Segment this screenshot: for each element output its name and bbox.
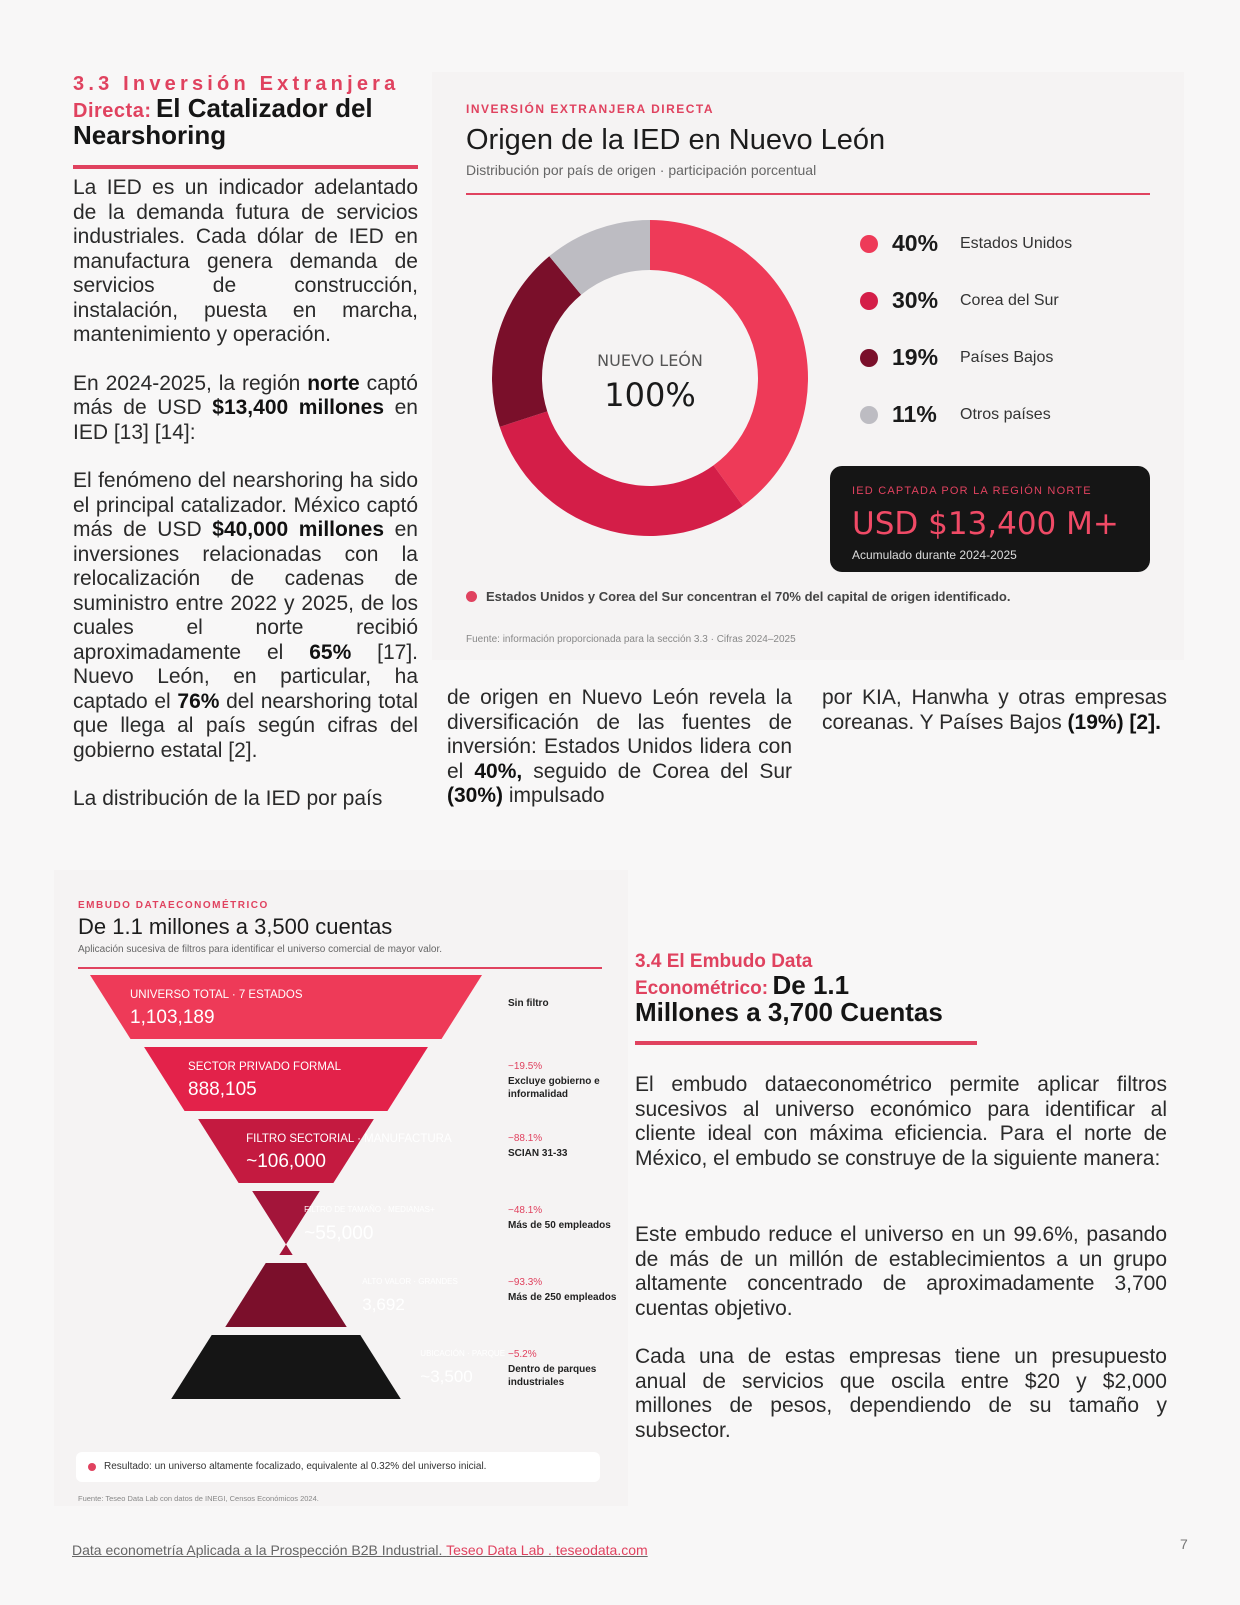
- funnel-stage-label: UBICACIÓN · PARQUE: [420, 1349, 506, 1358]
- section-3-3-body-col3: [822, 686, 1167, 759]
- paragraph: En 2024-2025, la región norte captó más de USD $13,400 millones en IED [13] [14]:: [73, 371, 418, 444]
- funnel-stage-description: Más de 50 empleados: [508, 1220, 611, 1231]
- legend-dot: [860, 406, 878, 424]
- funnel-stage-reduction: −5.2%: [508, 1349, 537, 1360]
- section-label-2: Econométrico:: [635, 977, 769, 999]
- funnel-stage-shape: [54, 1335, 554, 1399]
- section-3-3-heading: [73, 74, 418, 150]
- funnel-stage-shape: [54, 975, 554, 1039]
- donut-slice-corea-del-sur: [500, 411, 743, 536]
- funnel-stage-value: ~3,500: [420, 1367, 473, 1386]
- section-rule: [635, 1041, 977, 1045]
- legend-label: Países Bajos: [960, 348, 1054, 366]
- funnel-stage-value: 888,105: [188, 1079, 257, 1100]
- legend-label: Corea del Sur: [960, 291, 1059, 309]
- chart-note: Estados Unidos y Corea del Sur concentran el 70% del capital de origen identificado.: [486, 589, 1011, 604]
- legend-item: [860, 401, 1051, 428]
- paragraph: El embudo dataeconométrico permite aplicar filtros sucesivos al universo económico para identificar al cliente ideal con máxima eficiencia. Para el norte de México, el embudo se construye de la siguiente manera:: [635, 1073, 1167, 1170]
- chart-source: Fuente: información proporcionada para la sección 3.3 · Cifras 2024–2025: [466, 634, 796, 645]
- footer-url-link[interactable]: teseodata.com: [555, 1542, 648, 1558]
- chart-title: Origen de la IED en Nuevo León: [466, 124, 886, 156]
- legend-item: [860, 287, 1059, 314]
- funnel-title: De 1.1 millones a 3,500 cuentas: [78, 914, 393, 939]
- legend-value: 19%: [892, 344, 939, 370]
- section-title-line2: Nearshoring: [73, 120, 227, 151]
- donut-slice-países-bajos: [492, 256, 581, 427]
- paragraph: Este embudo reduce el universo en un 99.6%, pasando de más de un millón de establecimientos a un grupo altamente concentrado de aproximadamente 3,700 cuentas objetivo.: [635, 1223, 1167, 1320]
- funnel-subtitle: Aplicación sucesiva de filtros para identificar el universo comercial de mayor valor.: [78, 944, 443, 955]
- funnel-stage-value: 1,103,189: [130, 1007, 215, 1028]
- paragraph: El fenómeno del nearshoring ha sido el principal catalizador. México captó más de USD $40,000 millones en inversiones relacionadas con la relocalización de cadenas de suministro entre 2022 y 2025, de los cuales el norte recibió aproximadamente el 65% [17]. Nuevo León, en particular, ha captado el 76% del nearshoring total que llega al país según cifras del gobierno estatal [2].: [73, 469, 418, 762]
- legend-label: Otros países: [960, 405, 1051, 423]
- donut-center-label: NUEVO LEÓN: [597, 351, 703, 370]
- section-3-4-body: [635, 1073, 1167, 1467]
- funnel-stage-description: SCIAN 31-33: [508, 1148, 568, 1159]
- paragraph: por KIA, Hanwha y otras empresas coreanas. Y Países Bajos (19%) [2].: [822, 686, 1167, 734]
- donut-center-value: 100%: [604, 376, 696, 414]
- result-text: Resultado: un universo altamente focalizado, equivalente al 0.32% del universo inicial.: [104, 1461, 487, 1472]
- funnel-stage-description: Sin filtro: [508, 998, 549, 1009]
- legend-value: 11%: [892, 401, 937, 427]
- chart-kicker: INVERSIÓN EXTRANJERA DIRECTA: [466, 102, 715, 116]
- funnel-kicker: EMBUDO DATAECONOMÉTRICO: [78, 900, 269, 911]
- legend-label: Estados Unidos: [960, 234, 1073, 252]
- box-caption: Acumulado durante 2024-2025: [852, 548, 1017, 562]
- section-3-3-body-col2: [447, 686, 792, 833]
- section-label-1: 3.4 El Embudo Data: [635, 951, 813, 972]
- funnel-stage-shape: [54, 1047, 554, 1111]
- ied-total-box: [830, 466, 1150, 572]
- footer: [72, 1542, 648, 1558]
- footer-brand-link[interactable]: Teseo Data Lab .: [446, 1542, 552, 1558]
- funnel-stage-value: ~106,000: [246, 1151, 326, 1172]
- section-title-b: Millones a 3,700 Cuentas: [635, 997, 943, 1028]
- box-kicker: IED CAPTADA POR LA REGIÓN NORTE: [852, 485, 1092, 497]
- funnel-stage-reduction: −88.1%: [508, 1133, 543, 1144]
- result-dot: [88, 1463, 96, 1471]
- section-title-a: De 1.1: [772, 969, 850, 1000]
- funnel-rule: [78, 967, 602, 969]
- funnel-result: [76, 1452, 600, 1482]
- paragraph: Cada una de estas empresas tiene un presupuesto anual de servicios que oscila entre $20 y $2,000 millones de pesos, dependiendo de su tamaño y subsector.: [635, 1345, 1167, 1442]
- funnel-stage-label: FILTRO DE TAMAÑO · MEDIANAS+: [304, 1205, 435, 1214]
- funnel-stage-reduction: −93.3%: [508, 1277, 543, 1288]
- legend-value: 40%: [892, 230, 939, 256]
- note-dot: [466, 591, 477, 602]
- section-rule: [73, 165, 418, 169]
- legend-item: [860, 230, 1072, 257]
- funnel-stage-value: ~55,000: [304, 1223, 374, 1244]
- section-3-4-heading: [635, 952, 1005, 1027]
- section-3-3-body: [73, 176, 418, 836]
- funnel-stage-shape: [54, 1263, 554, 1327]
- section-number-label: 3.3 Inversión Extranjera: [73, 73, 400, 95]
- legend-dot: [860, 349, 878, 367]
- funnel-stage-value: 3,692: [362, 1295, 405, 1314]
- legend-dot: [860, 235, 878, 253]
- chart-subtitle: Distribución por país de origen · participación porcentual: [466, 162, 817, 178]
- paragraph: La distribución de la IED por país: [73, 787, 383, 810]
- funnel-stage-reduction: −48.1%: [508, 1205, 543, 1216]
- section-title-line1: El Catalizador del: [155, 93, 373, 123]
- ied-chart-card: [432, 72, 1184, 660]
- funnel-stage-reduction: −19.5%: [508, 1061, 543, 1072]
- legend-dot: [860, 292, 878, 310]
- funnel-source: Fuente: Teseo Data Lab con datos de INEGI, Censos Económicos 2024.: [78, 1494, 319, 1503]
- box-value: USD $13,400 M+: [852, 506, 1119, 542]
- funnel-stage-label: UNIVERSO TOTAL · 7 ESTADOS: [130, 989, 303, 1001]
- paragraph: La IED es un indicador adelantado de la demanda futura de servicios industriales. Cada dólar de IED en manufactura genera demanda de servicios de construcción, instalación, puesta en marcha, mantenimiento y operación.: [73, 176, 418, 346]
- funnel-stage-label: FILTRO SECTORIAL · MANUFACTURA: [246, 1133, 452, 1145]
- footer-text: Data econometría Aplicada a la Prospección B2B Industrial.: [72, 1542, 443, 1558]
- funnel-stage-label: ALTO VALOR · GRANDES: [362, 1277, 458, 1286]
- chart-rule: [466, 193, 1150, 195]
- funnel-stage-description: Excluye gobierno e informalidad: [508, 1076, 600, 1100]
- paragraph: de origen en Nuevo León revela la diversificación de las fuentes de inversión: Estados Unidos lidera con el 40%, seguido de Corea del Sur (30%) impulsado: [447, 686, 792, 807]
- funnel-stage-description: Más de 250 empleados: [508, 1292, 617, 1303]
- funnel-stage-description: Dentro de parques industriales: [508, 1364, 597, 1388]
- legend-value: 30%: [892, 287, 939, 313]
- funnel-stage-label: SECTOR PRIVADO FORMAL: [188, 1061, 341, 1073]
- funnel-card: [54, 870, 628, 1506]
- donut-chart: [492, 220, 808, 536]
- legend-item: [860, 344, 1053, 371]
- section-label-cont: Directa:: [73, 100, 152, 122]
- page-number: 7: [1180, 1536, 1188, 1552]
